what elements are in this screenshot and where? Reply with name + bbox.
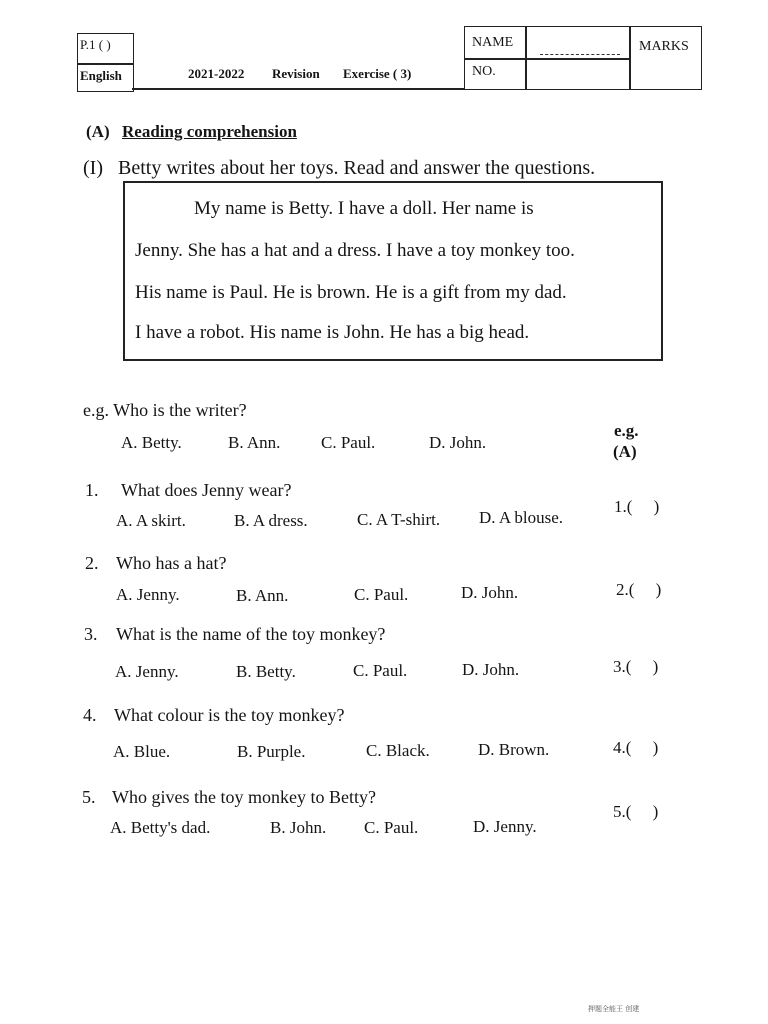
option-2c[interactable]: C. Paul.: [354, 585, 409, 604]
option-5d[interactable]: D. Jenny.: [473, 817, 537, 836]
option-4d[interactable]: D. Brown.: [478, 740, 550, 759]
part-number: (I): [83, 157, 103, 179]
question-text: Who gives the toy monkey to Betty?: [112, 787, 376, 807]
passage-line: Jenny. She has a hat and a dress. I have a toy monkey too.: [135, 240, 575, 261]
option-2b[interactable]: B. Ann.: [236, 586, 289, 605]
passage-line: His name is Paul. He is brown. He is a gift from my dad.: [135, 282, 567, 303]
question-number: 3.: [84, 624, 98, 644]
name-field[interactable]: [540, 54, 620, 55]
question-number: 4.: [83, 705, 97, 725]
example-option: C. Paul.: [321, 433, 376, 452]
question-text: What colour is the toy monkey?: [114, 705, 345, 725]
option-3a[interactable]: A. Jenny.: [115, 662, 179, 681]
answer-blank-3[interactable]: 3.( ): [613, 657, 659, 676]
revision-label: Revision: [272, 66, 320, 81]
option-1a[interactable]: A. A skirt.: [116, 511, 186, 530]
option-1d[interactable]: D. A blouse.: [479, 508, 564, 527]
example-question: e.g. Who is the writer?: [83, 400, 247, 420]
example-answer: (A): [613, 442, 637, 461]
option-5b[interactable]: B. John.: [270, 818, 327, 837]
answer-blank-4[interactable]: 4.( ): [613, 738, 659, 757]
name-label: NAME: [472, 35, 514, 50]
option-5a[interactable]: A. Betty's dad.: [110, 818, 211, 837]
instruction-text: Betty writes about her toys. Read and answer the questions.: [118, 157, 596, 179]
option-4c[interactable]: C. Black.: [366, 741, 430, 760]
marks-label: MARKS: [639, 39, 689, 54]
question-text: Who has a hat?: [116, 553, 227, 573]
option-4a[interactable]: A. Blue.: [113, 742, 171, 761]
option-3b[interactable]: B. Betty.: [236, 662, 296, 681]
question-number: 5.: [82, 787, 96, 807]
section-title: Reading comprehension: [122, 122, 297, 141]
example-option: D. John.: [429, 433, 487, 452]
answer-blank-2[interactable]: 2.( ): [616, 580, 662, 599]
passage-line: I have a robot. His name is John. He has a big head.: [135, 322, 530, 343]
question-text: What is the name of the toy monkey?: [116, 624, 386, 644]
option-1c[interactable]: C. A T-shirt.: [357, 510, 441, 529]
question-number: 2.: [85, 553, 99, 573]
example-answer-label: e.g.: [614, 421, 639, 440]
class-label: P.1 ( ): [80, 37, 111, 52]
option-4b[interactable]: B. Purple.: [237, 742, 306, 761]
option-1b[interactable]: B. A dress.: [234, 511, 308, 530]
option-2a[interactable]: A. Jenny.: [116, 585, 180, 604]
question-number: 1.: [85, 480, 99, 500]
example-option: A. Betty.: [121, 433, 182, 452]
passage-line: My name is Betty. I have a doll. Her name is: [194, 198, 534, 219]
year-label: 2021-2022: [188, 66, 245, 81]
question-text: What does Jenny wear?: [121, 480, 292, 500]
no-label: NO.: [472, 64, 496, 79]
section-letter: (A): [86, 122, 110, 141]
option-5c[interactable]: C. Paul.: [364, 818, 419, 837]
option-3c[interactable]: C. Paul.: [353, 661, 408, 680]
option-2d[interactable]: D. John.: [461, 583, 519, 602]
option-3d[interactable]: D. John.: [462, 660, 520, 679]
subject-label: English: [80, 68, 122, 83]
watermark-text: 押题全能王 创建: [588, 1005, 640, 1013]
answer-blank-1[interactable]: 1.( ): [614, 497, 660, 516]
answer-blank-5[interactable]: 5.( ): [613, 802, 659, 821]
example-option: B. Ann.: [228, 433, 281, 452]
exercise-label: Exercise ( 3): [343, 66, 412, 81]
